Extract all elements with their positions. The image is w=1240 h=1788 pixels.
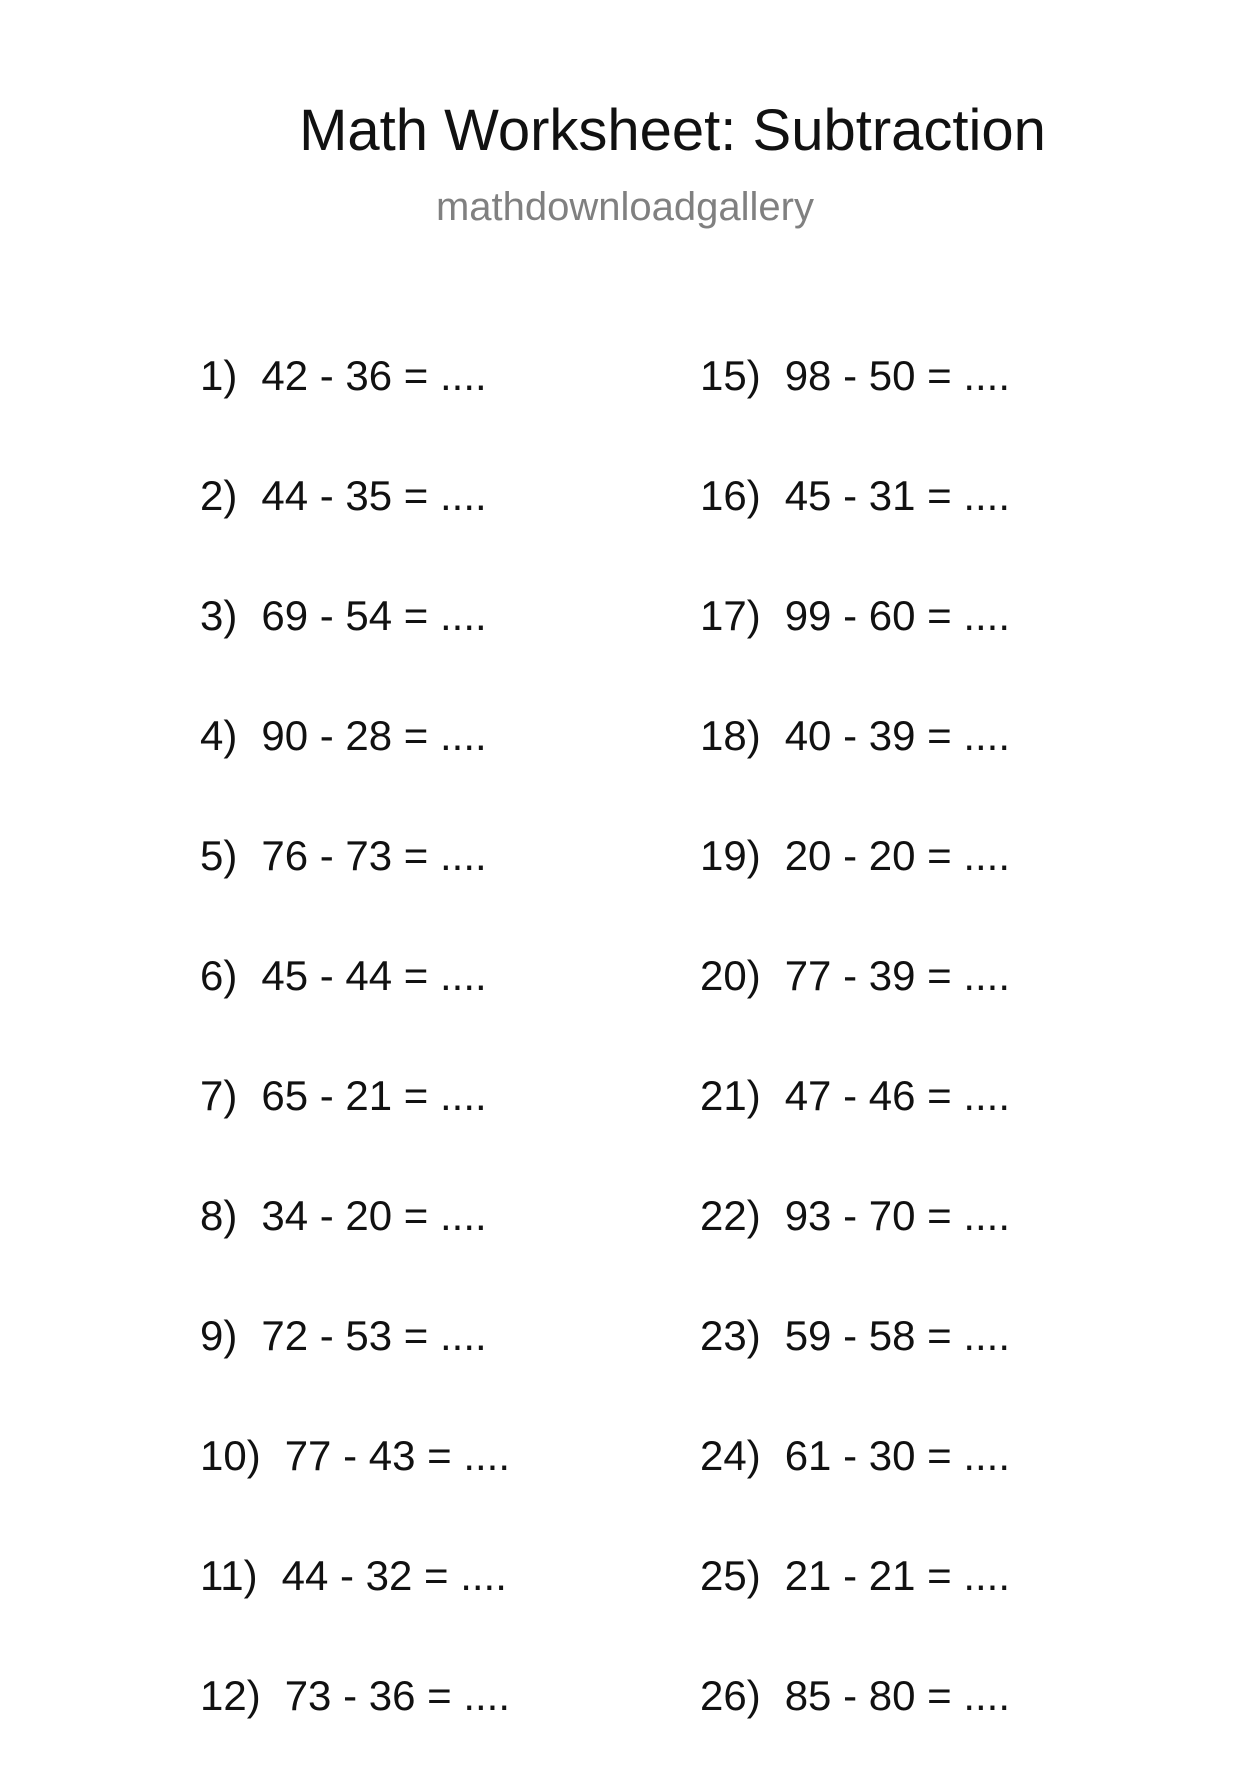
problem-number: 24) <box>700 1432 761 1479</box>
problem-expression: 65 - 21 = .... <box>261 1072 487 1119</box>
problem-expression: 59 - 58 = .... <box>784 1312 1011 1359</box>
problem-item <box>700 348 1010 468</box>
problem-number: 3) <box>200 592 238 639</box>
problem-number: 10) <box>200 1432 261 1479</box>
problem-expression: 72 - 53 = .... <box>261 1312 487 1359</box>
problem-item <box>700 588 1010 708</box>
problem-number: 19) <box>700 832 761 879</box>
problem-number: 15) <box>700 352 761 399</box>
problem-number: 23) <box>700 1312 761 1359</box>
problem-item <box>700 948 1010 1068</box>
problem-item <box>700 1308 1010 1428</box>
problem-item <box>200 1428 510 1548</box>
problem-number: 12) <box>200 1672 261 1719</box>
problem-item <box>700 1428 1010 1548</box>
problem-number: 7) <box>200 1072 238 1119</box>
problem-number: 6) <box>200 952 238 999</box>
problem-expression: 76 - 73 = .... <box>261 832 487 879</box>
problem-expression: 21 - 21 = .... <box>784 1552 1011 1599</box>
problem-expression: 42 - 36 = .... <box>261 352 487 399</box>
problem-expression: 77 - 39 = .... <box>784 952 1011 999</box>
problem-number: 22) <box>700 1192 761 1239</box>
problem-expression: 73 - 36 = .... <box>284 1672 511 1719</box>
problem-expression: 98 - 50 = .... <box>784 352 1011 399</box>
problem-item <box>200 588 510 708</box>
problem-expression: 34 - 20 = .... <box>261 1192 487 1239</box>
problem-item <box>700 1068 1010 1188</box>
problem-number: 21) <box>700 1072 761 1119</box>
problem-expression: 90 - 28 = .... <box>261 712 487 759</box>
problem-expression: 20 - 20 = .... <box>784 832 1011 879</box>
problem-column-left <box>200 348 510 1788</box>
problem-item <box>700 1188 1010 1308</box>
problem-expression: 44 - 35 = .... <box>261 472 487 519</box>
problem-number: 11) <box>200 1552 258 1599</box>
problem-item <box>200 1068 510 1188</box>
problem-number: 25) <box>700 1552 761 1599</box>
worksheet-subtitle: mathdownloadgallery <box>435 185 814 229</box>
problem-item <box>200 1548 510 1668</box>
problem-number: 20) <box>700 952 761 999</box>
problem-number: 1) <box>200 352 238 399</box>
problem-item <box>200 1188 510 1308</box>
problem-expression: 45 - 31 = .... <box>784 472 1011 519</box>
problem-number: 8) <box>200 1192 238 1239</box>
problem-item <box>700 1668 1010 1788</box>
problem-expression: 99 - 60 = .... <box>784 592 1011 639</box>
problem-item <box>200 708 510 828</box>
problem-number: 26) <box>700 1672 761 1719</box>
problem-expression: 77 - 43 = .... <box>284 1432 511 1479</box>
problem-expression: 69 - 54 = .... <box>261 592 487 639</box>
problem-number: 5) <box>200 832 238 879</box>
problem-expression: 44 - 32 = .... <box>281 1552 507 1599</box>
problem-column-right <box>700 348 1010 1788</box>
problem-item <box>200 1668 510 1788</box>
problem-expression: 61 - 30 = .... <box>784 1432 1011 1479</box>
problem-item <box>200 828 510 948</box>
problem-expression: 85 - 80 = .... <box>784 1672 1011 1719</box>
problem-number: 18) <box>700 712 761 759</box>
problem-number: 16) <box>700 472 761 519</box>
problem-item <box>200 348 510 468</box>
problem-item <box>700 828 1010 948</box>
problem-number: 4) <box>200 712 238 759</box>
problem-expression: 47 - 46 = .... <box>784 1072 1011 1119</box>
problem-item <box>700 468 1010 588</box>
problem-number: 2) <box>200 472 238 519</box>
worksheet-title: Math Worksheet: Subtraction <box>299 98 1046 163</box>
problem-expression: 45 - 44 = .... <box>261 952 487 999</box>
problem-item <box>200 1308 510 1428</box>
problem-item <box>700 708 1010 828</box>
problem-item <box>200 468 510 588</box>
problem-number: 17) <box>700 592 761 639</box>
problem-expression: 93 - 70 = .... <box>784 1192 1011 1239</box>
problem-item <box>200 948 510 1068</box>
problem-expression: 40 - 39 = .... <box>784 712 1011 759</box>
problem-item <box>700 1548 1010 1668</box>
problem-number: 9) <box>200 1312 238 1359</box>
